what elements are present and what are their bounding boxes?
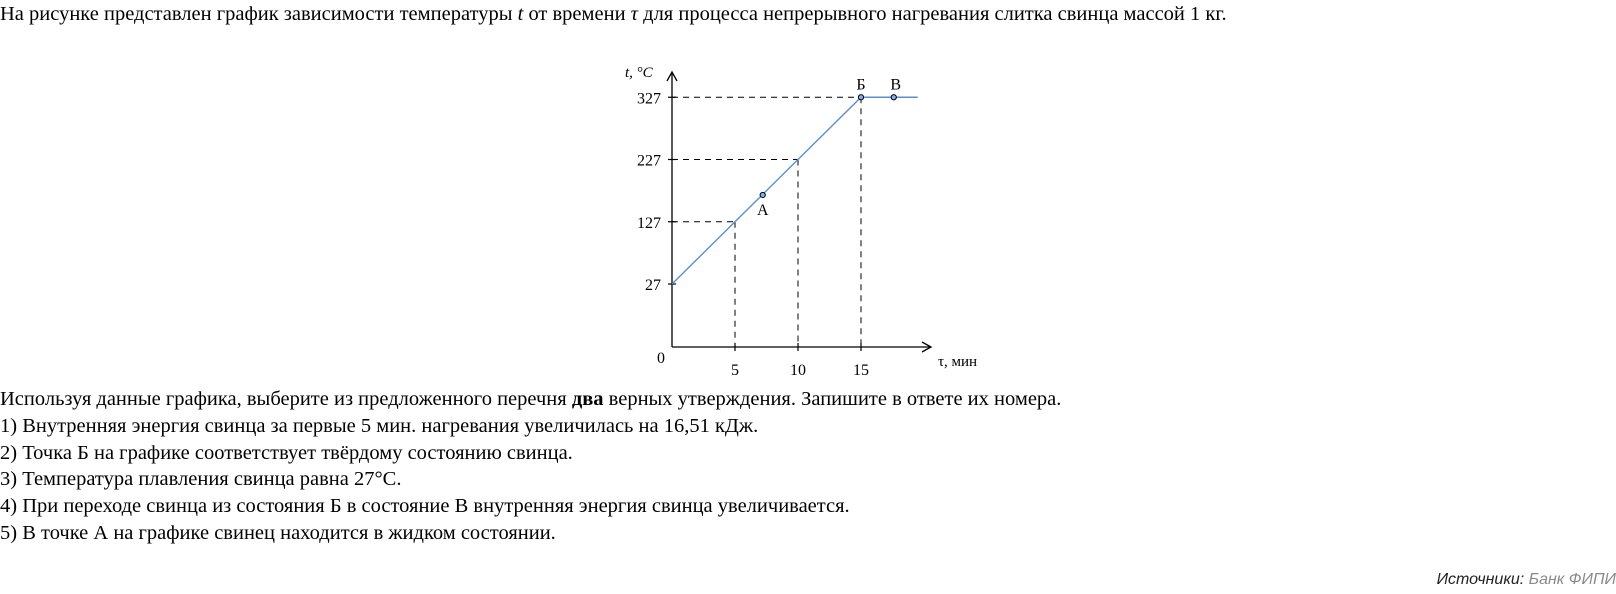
source-credit — [1437, 570, 1616, 590]
y-axis-label: t, °C — [625, 65, 653, 81]
lead-bold: два — [571, 388, 604, 410]
source-link[interactable]: Банк ФИПИ — [1528, 571, 1616, 588]
y-tick-label-0: 27 — [645, 277, 661, 294]
lead-post: верных утверждения. Запишите в ответе их номера. — [603, 388, 1062, 410]
point-2 — [858, 95, 863, 100]
data-series — [672, 97, 918, 284]
x-tick-label-1: 10 — [790, 362, 806, 379]
question-block — [0, 386, 1061, 547]
lead-pre: Используя данные графика, выберите из предложенного перечня — [0, 388, 572, 410]
point-3 — [891, 95, 896, 100]
option-3: 3) Температура плавления свинца равна 27°C. — [0, 468, 402, 491]
point-label-1: А — [756, 201, 769, 219]
intro-suffix: для процесса непрерывного нагревания слитка свинца массой 1 кг. — [638, 3, 1227, 25]
option-4: 4) При переходе свинца из состояния Б в состояние В внутренняя энергия свинца увеличивается. — [0, 495, 850, 518]
x-tick-label-2: 15 — [853, 362, 869, 379]
series-line-0 — [672, 97, 918, 284]
chart-axes — [667, 72, 931, 352]
x-axis-label: τ, мин — [938, 354, 978, 370]
tau-symbol: τ — [630, 3, 639, 25]
t-symbol: t — [517, 3, 524, 25]
point-label-2: Б — [856, 76, 866, 94]
source-label: Источники: — [1436, 571, 1525, 588]
intro-middle: от времени — [523, 3, 631, 25]
question-lead — [0, 386, 1061, 413]
option-1: 1) Внутренняя энергия свинца за первые 5 мин. нагревания увеличилась на 16,51 кДж. — [0, 414, 759, 437]
option-5: 5) В точке А на графике свинец находится в жидком состоянии. — [0, 521, 556, 544]
intro-prefix: На рисунке представлен график зависимости температуры — [0, 3, 518, 25]
x-tick-label-0: 5 — [731, 362, 739, 379]
y-tick-label-2: 227 — [637, 152, 661, 170]
dashed-guides — [672, 97, 861, 347]
option-2: 2) Точка Б на графике соответствует твёрдому состоянию свинца. — [0, 441, 573, 464]
y-tick-label-1: 127 — [637, 214, 661, 232]
point-1 — [760, 192, 765, 197]
y-tick-label-3: 327 — [637, 90, 661, 108]
origin-label: 0 — [657, 350, 665, 367]
point-label-3: В — [890, 76, 902, 94]
